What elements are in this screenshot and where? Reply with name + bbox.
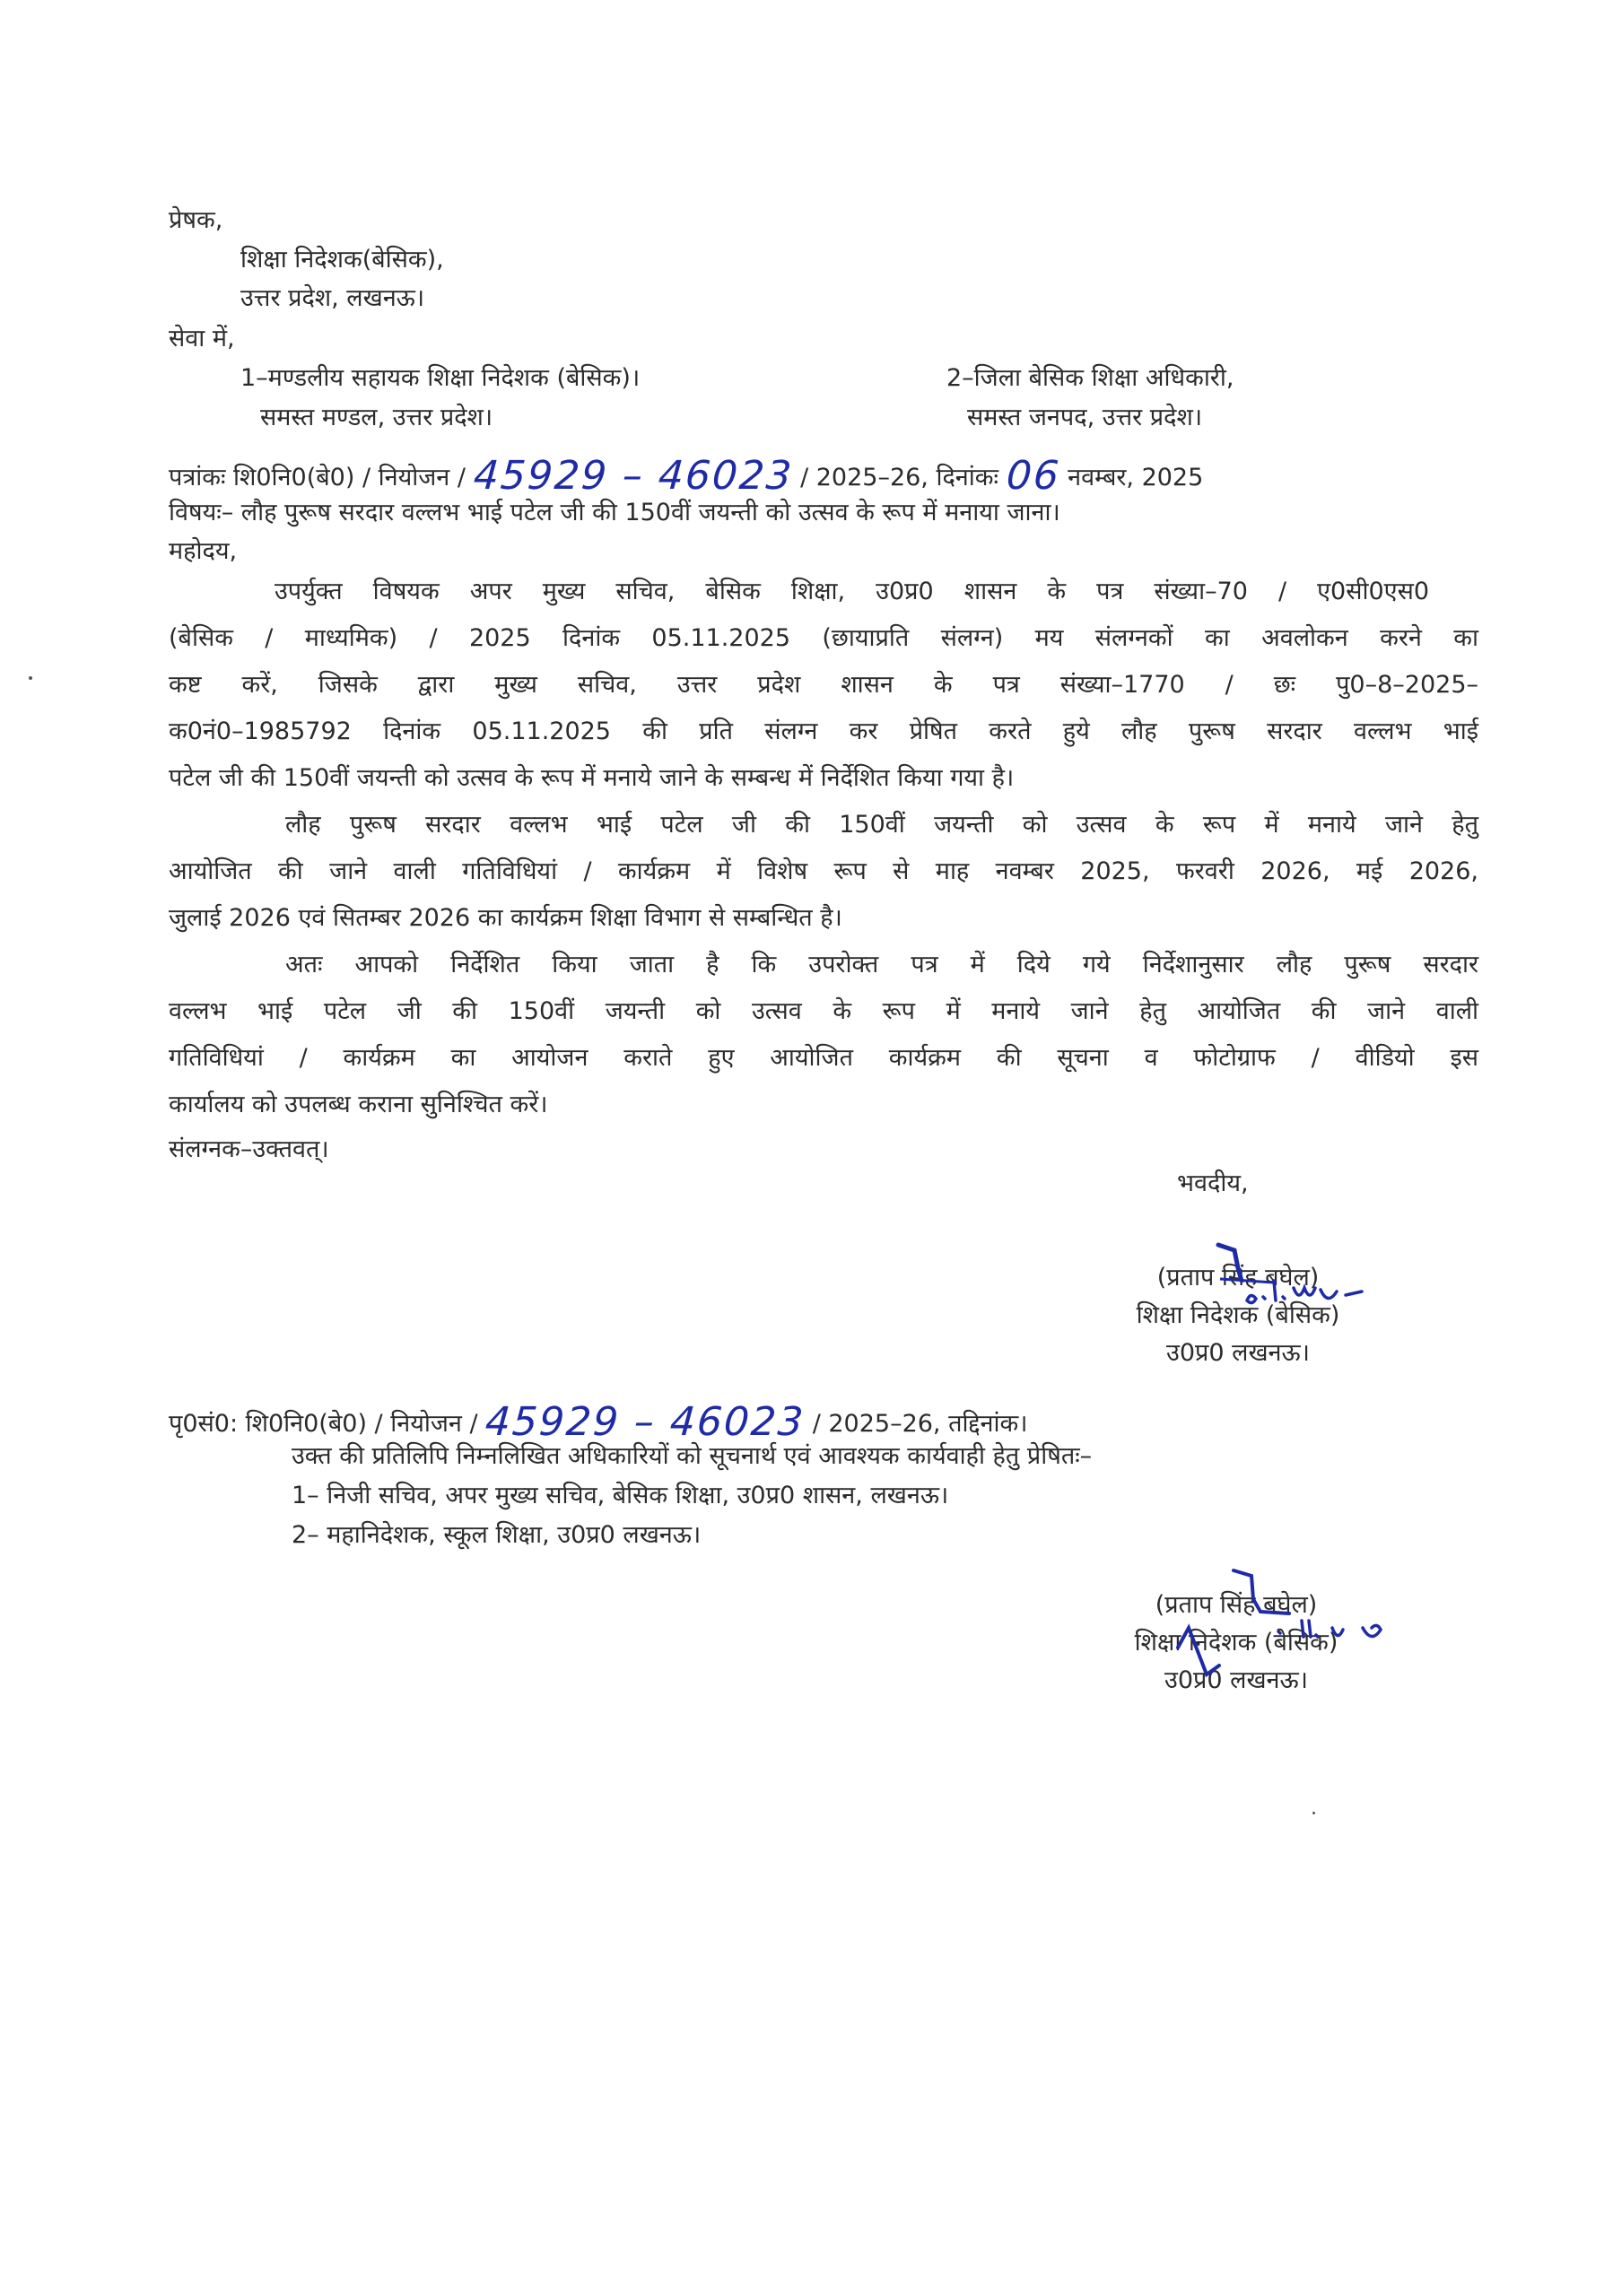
recipient-2-line1: 2–जिला बेसिक शिक्षा अधिकारी, [946, 364, 1234, 392]
signatory-2-designation: शिक्षा निदेशक (बेसिक) [1134, 1629, 1338, 1657]
reference-year: / 2025–26, दिनांकः [800, 464, 998, 491]
signature-2-scribble-icon [1126, 1565, 1413, 1691]
endorsement-number-handwritten: 45929 – 46023 [484, 1399, 806, 1445]
closing: भवदीय, [1177, 1170, 1249, 1197]
para1-line5: पटेल जी की 150वीं जयन्ती को उत्सव के रूप में मनाये जाने के सम्बन्ध में निर्देशित किया गया है। [169, 764, 1015, 792]
sender-label: प्रेषक, [169, 206, 223, 234]
sender-location: उत्तर प्रदेश, लखनऊ। [240, 284, 425, 312]
signatory-location: उ0प्र0 लखनऊ। [1166, 1339, 1310, 1367]
reference-month-year: नवम्बर, 2025 [1068, 464, 1204, 491]
para3-line2: वल्लभ भाई पटेल जी की 150वीं जयन्ती को उत्सव के रूप में मनाये जाने हेतु आयोजित की जाने वाली [169, 997, 1478, 1025]
reference-day-handwritten: 06 [1004, 453, 1062, 499]
reference-number-handwritten: 45929 – 46023 [471, 453, 795, 499]
recipients-label: सेवा में, [169, 325, 235, 352]
signatory-designation: शिक्षा निदेशक (बेसिक) [1136, 1301, 1340, 1329]
para3-line4: कार्यालय को उपलब्ध कराना सुनिश्चित करें। [169, 1091, 548, 1118]
signature-scribble-icon [1211, 1238, 1480, 1309]
scan-speck [1312, 1812, 1315, 1814]
para3-line3: गतिविधियां / कार्यक्रम का आयोजन कराते हुए आयोजित कार्यक्रम की सूचना व फोटोग्राफ / वीडियो इस [169, 1044, 1478, 1072]
signatory-name: (प्रताप सिंह बघेल) [1156, 1264, 1320, 1292]
endorsement-prefix: पृ0सं0: शि0नि0(बे0) / नियोजन / [169, 1410, 478, 1438]
para2-line2: आयोजित की जाने वाली गतिविधियां / कार्यक्रम में विशेष रूप से माह नवम्बर 2025, फरवरी 2026, मई 2026, [169, 857, 1478, 885]
endorsement-reference-line [169, 1399, 1028, 1445]
reference-prefix: पत्रांकः शि0नि0(बे0) / नियोजन / [169, 464, 466, 491]
scan-speck [29, 676, 32, 680]
copy-recipient-1: 1– निजी सचिव, अपर मुख्य सचिव, बेसिक शिक्षा, उ0प्र0 शासन, लखनऊ। [292, 1482, 949, 1509]
reference-line [169, 453, 1204, 499]
para1-line2: (बेसिक / माध्यमिक) / 2025 दिनांक 05.11.2025 (छायाप्रति संलग्न) मय संलग्नकों का अवलोकन करने का [169, 624, 1478, 652]
subject-line: विषयः– लौह पुरूष सरदार वल्लभ भाई पटेल जी की 150वीं जयन्ती को उत्सव के रूप में मनाया जाना। [169, 499, 1060, 526]
recipient-1-line1: 1–मण्डलीय सहायक शिक्षा निदेशक (बेसिक)। [240, 364, 641, 392]
enclosure-note: संलग्नक–उक्तवत्। [169, 1135, 329, 1163]
copy-recipient-2: 2– महानिदेशक, स्कूल शिक्षा, उ0प्र0 लखनऊ। [292, 1521, 702, 1549]
para1-line1: उपर्युक्त विषयक अपर मुख्य सचिव, बेसिक शिक्षा, उ0प्र0 शासन के पत्र संख्या–70 / ए0सी0एस0 [275, 578, 1429, 605]
para1-line4: क0नं0–1985792 दिनांक 05.11.2025 की प्रति संलग्न कर प्रेषित करते हुये लौह पुरूष सरदार वल्लभ भाई [169, 718, 1478, 745]
signatory-2-name: (प्रताप सिंह बघेल) [1155, 1591, 1318, 1619]
sender-designation: शिक्षा निदेशक(बेसिक), [240, 246, 444, 274]
para1-line3: कष्ट करें, जिसके द्वारा मुख्य सचिव, उत्तर प्रदेश शासन के पत्र संख्या–1770 / छः पु0–8–2025– [169, 671, 1478, 699]
para2-line3: जुलाई 2026 एवं सितम्बर 2026 का कार्यक्रम शिक्षा विभाग से सम्बन्धित है। [169, 904, 842, 932]
recipient-2-line2: समस्त जनपद, उत्तर प्रदेश। [967, 404, 1203, 431]
salutation: महोदय, [169, 537, 238, 565]
endorsement-intro: उक्त की प्रतिलिपि निम्नलिखित अधिकारियों को सूचनार्थ एवं आवश्यक कार्यवाही हेतु प्रेषितः– [292, 1442, 1093, 1470]
endorsement-suffix: / 2025–26, तद्दिनांक। [812, 1410, 1028, 1438]
para2-line1: लौह पुरूष सरदार वल्लभ भाई पटेल जी की 150वीं जयन्ती को उत्सव के रूप में मनाये जाने हेतु [285, 811, 1478, 839]
recipient-1-line2: समस्त मण्डल, उत्तर प्रदेश। [260, 404, 493, 431]
para3-line1: अतः आपको निर्देशित किया जाता है कि उपरोक्त पत्र में दिये गये निर्देशानुसार लौह पुरूष सरदार [285, 951, 1478, 978]
signatory-2-location: उ0प्र0 लखनऊ। [1164, 1666, 1308, 1694]
